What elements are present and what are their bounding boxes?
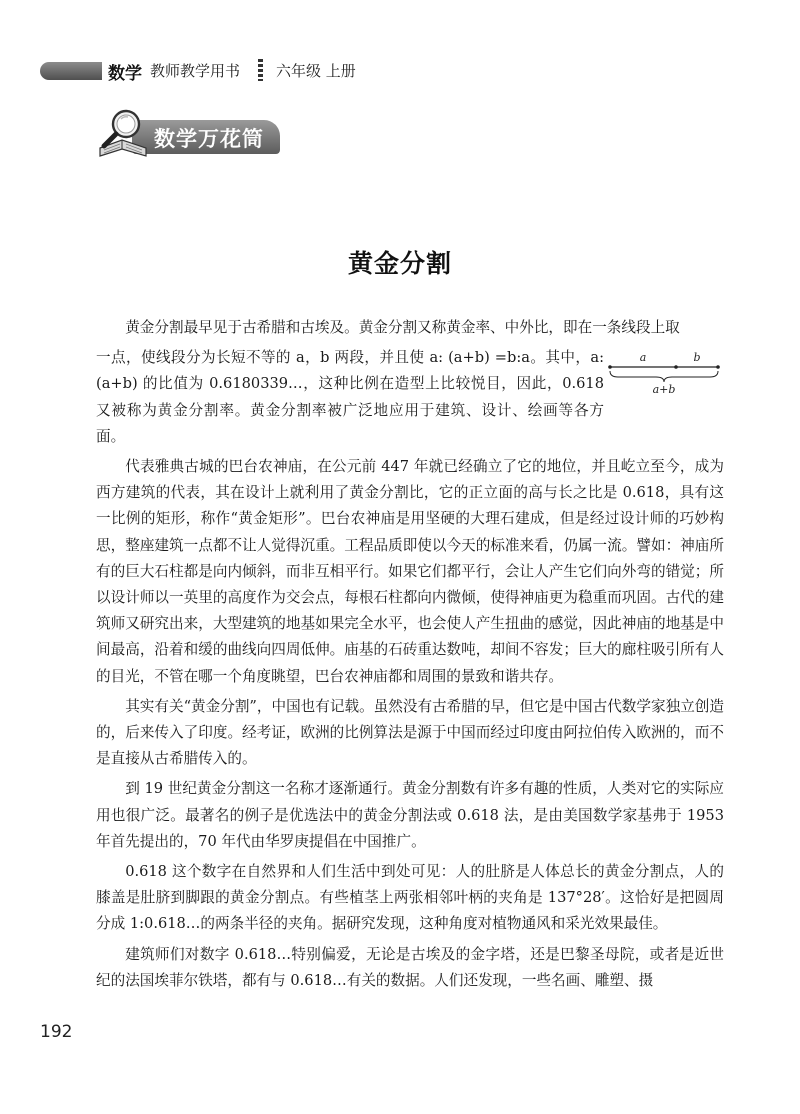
header-separator <box>258 59 263 81</box>
paragraph-3: 其实有关“黄金分割”，中国也有记载。虽然没有古希腊的早，但它是中国古代数学家独立创造的，后来传入了印度。经考证，欧洲的比例算法是源于中国而经过印度由阿拉伯传入欧洲的，而不是直接从古希腊传入的。 <box>96 697 724 768</box>
segment-start-point <box>608 365 612 369</box>
segment-diagram <box>604 347 724 397</box>
section-banner <box>96 106 286 160</box>
magnifier-book-icon <box>96 106 156 162</box>
segment-label-a: a <box>639 351 647 364</box>
first-paragraph <box>96 315 724 450</box>
paragraph-4: 到 19 世纪黄金分割这一名称才逐渐通行。黄金分割数有许多有趣的性质，人类对它的实际应用也很广泛。最著名的例子是优选法中的黄金分割法或 0.618 法，是由美国数学家基弗于 1953 年首先提出的，70 年代由华罗庚提倡在中国推广。 <box>96 780 724 850</box>
page-number: 192 <box>40 1022 73 1042</box>
paragraph-5: 0.618 这个数字在自然界和人们生活中到处可见：人的肚脐是人体总长的黄金分割点，人的膝盖是肚脐到脚跟的黄金分割点。有些植茎上两张相邻叶柄的夹角是 137°28′。这恰好是把圆周分成 1:0.618…的两条半径的夹角。据研究发现，这种角度对植物通风和采光效果最佳。 <box>96 863 724 933</box>
segment-split-point <box>674 365 678 369</box>
article-title: 黄金分割 <box>347 249 452 278</box>
paragraph-6: 建筑师们对数字 0.618…特别偏爱，无论是古埃及的金字塔，还是巴黎圣母院，或者是近世纪的法国埃菲尔铁塔，都有与 0.618…有关的数据。人们还发现，一些名画、雕塑、摄 <box>96 945 724 989</box>
paragraph-1-continued: 一点，使线段分为长短不等的 a，b 两段，并且使 a: (a+b) =b:a。其中，a: (a+b) 的比值为 0.6180339…，这种比例在造型上比较悦目，因此，0.618 又被称为黄金分割率。黄金分割率被广泛地应用于建筑、设计、绘画等各方面。 <box>96 349 604 445</box>
paragraph-1-line-1: 黄金分割最早见于古希腊和古埃及。黄金分割又称黄金率、中外比，即在一条线段上取 <box>125 319 680 336</box>
segment-label-b: b <box>693 351 701 364</box>
segment-label-sum: a+b <box>652 383 676 396</box>
segment-brace <box>610 371 718 382</box>
header-tab-decoration <box>40 62 102 80</box>
article-body <box>96 315 724 998</box>
paragraph-2: 代表雅典古城的巴台农神庙，在公元前 447 年就已经确立了它的地位，并且屹立至今，成为西方建筑的代表，其在设计上就利用了黄金分割比，它的正立面的高与长之比是 0.618，具有这一比例的矩形，称作“黄金矩形”。巴台农神庙是用坚硬的大理石建成，但是经过设计师的巧妙构思，整座建筑一点都不让人觉得沉重。工程品质即使以今天的标准来看，仍属一流。譬如：神庙所有的巨大石柱都是向内倾斜，而非互相平行。如果它们都平行，会让人产生它们向外弯的错觉；所以设计师以一英里的高度作为交会点，每根石柱都向内微倾，使得神庙更为稳重而巩固。古代的建筑师又研究出来，大型建筑的地基如果完全水平，也会使人产生扭曲的感觉，因此神庙的地基是中间最高，沿着和缓的曲线向四周低伸。庙基的石砖重达数吨，却间不容发；巨大的廊柱吸引所有人的目光，不管在哪一个角度眺望，巴台农神庙都和周围的景致和谐共存。 <box>96 458 724 685</box>
segment-end-point <box>716 365 720 369</box>
header-subject: 数学 <box>108 64 142 84</box>
banner-label: 数学万花筒 <box>154 127 264 151</box>
header-book-title: 教师教学用书 <box>150 62 241 80</box>
running-header <box>0 56 800 86</box>
header-grade: 六年级 上册 <box>276 62 356 80</box>
